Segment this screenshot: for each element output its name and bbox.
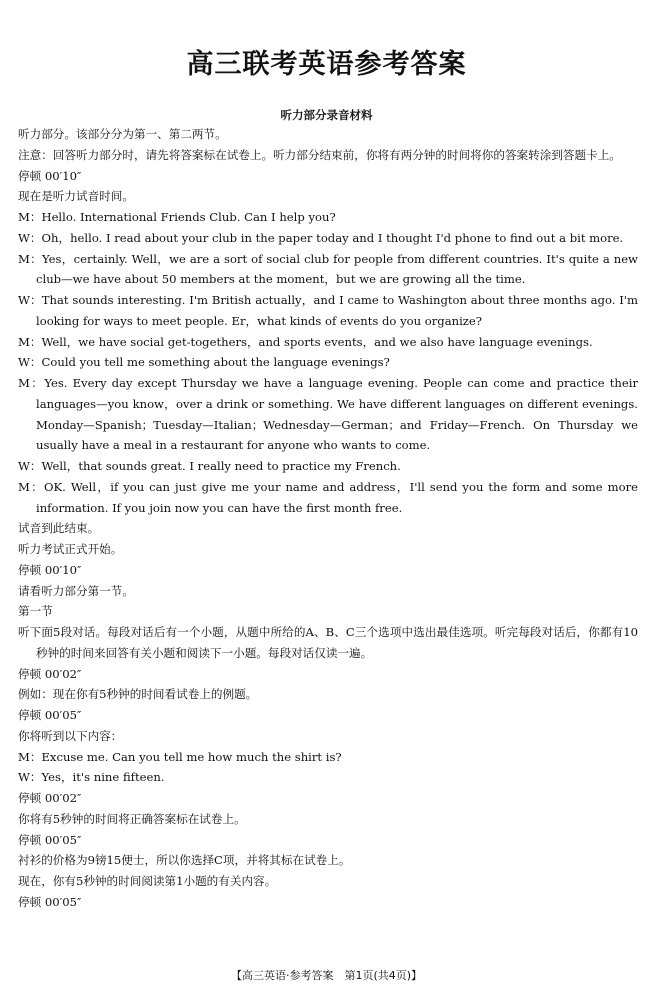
paragraph: 停顿 00′05″	[18, 894, 82, 909]
paragraph: M：Hello. International Friends Club. Can I help you?	[18, 210, 336, 224]
paragraph: 停顿 00′10″	[18, 168, 82, 183]
paragraph: W：Oh，hello. I read about your club in the paper today and I thought I'd phone to find out a bit more.	[18, 230, 624, 245]
paragraph: M：Yes. Every day except Thursday we have a language evening. People can come and practice their languages—you know，over a drink or something. We have different languages on different evenings. Monday—Spanish；Tuesday—Italian；Wednesday—German；and Friday—French. On Thursday we usually have a meal in a restaurant for anyone who wants to come.	[18, 376, 638, 453]
paragraph: 停顿 00′05″	[18, 832, 82, 847]
page-footer: 【高三英语·参考答案 第1页(共4页)】	[230, 969, 423, 982]
paragraph: 停顿 00′02″	[18, 791, 82, 805]
paragraph: 现在，你有5秒钟的时间阅读第1小题的有关内容。	[18, 874, 277, 888]
section-subtitle: 听力部分录音材料	[280, 108, 373, 122]
paragraph: 听力部分。该部分分为第一、第二两节。	[18, 127, 227, 141]
paragraph: 衬衫的价格为9镑15便士，所以你选择C项，并将其标在试卷上。	[18, 853, 351, 868]
paragraph: 听力考试正式开始。	[18, 542, 123, 556]
paragraph: W：Could you tell me something about the language evenings?	[18, 355, 390, 370]
paragraph: W：That sounds interesting. I'm British actually，and I came to Washington about three months ago. I'm looking for ways to meet people. Er，what kinds of events do you organize?	[18, 293, 638, 328]
paragraph: 听下面5段对话。每段对话后有一个小题，从题中所给的A、B、C三个选项中选出最佳选项。听完每段对话后，你都有10秒钟的时间来回答有关小题和阅读下一小题。每段对话仅读一遍。	[18, 625, 638, 660]
paragraph: M：Yes，certainly. Well，we are a sort of social club for people from different countries. It's quite a new club—we have about 50 members at the moment，but we are growing all the time.	[18, 251, 638, 287]
paragraph: 例如：现在你有5秒钟的时间看试卷上的例题。	[18, 687, 258, 702]
paragraph: W：Yes，it's nine fifteen.	[18, 770, 165, 785]
paragraph: 注意：回答听力部分时，请先将答案标在试卷上。听力部分结束前，你将有两分钟的时间将你的答案转涂到答题卡上。	[18, 147, 621, 162]
paragraph: M：Excuse me. Can you tell me how much the shirt is?	[18, 749, 342, 764]
paragraph: 你将听到以下内容：	[18, 728, 123, 743]
paragraph: W：Well，that sounds great. I really need to practice my French.	[18, 459, 401, 473]
paragraph: M：Well，we have social get-togethers，and sports events，and we also have language evenings.	[18, 334, 593, 349]
page-title: 高三联考英语参考答案	[186, 49, 467, 80]
paragraph: 停顿 00′05″	[18, 708, 82, 722]
paragraph: 请看听力部分第一节。	[18, 583, 134, 598]
transcript-body	[18, 124, 638, 913]
paragraph: 你将有5秒钟的时间将正确答案标在试卷上。	[18, 811, 246, 826]
paragraph: 停顿 00′02″	[18, 666, 82, 681]
paragraph: 现在是听力试音时间。	[18, 189, 134, 204]
paragraph: 停顿 00′10″	[18, 562, 82, 577]
paragraph: M：OK. Well，if you can just give me your name and address，I'll send you the form and some more information. If you join now you can have the first month free.	[18, 479, 638, 515]
paragraph: 第一节	[18, 604, 53, 619]
paragraph: 试音到此结束。	[18, 521, 100, 536]
